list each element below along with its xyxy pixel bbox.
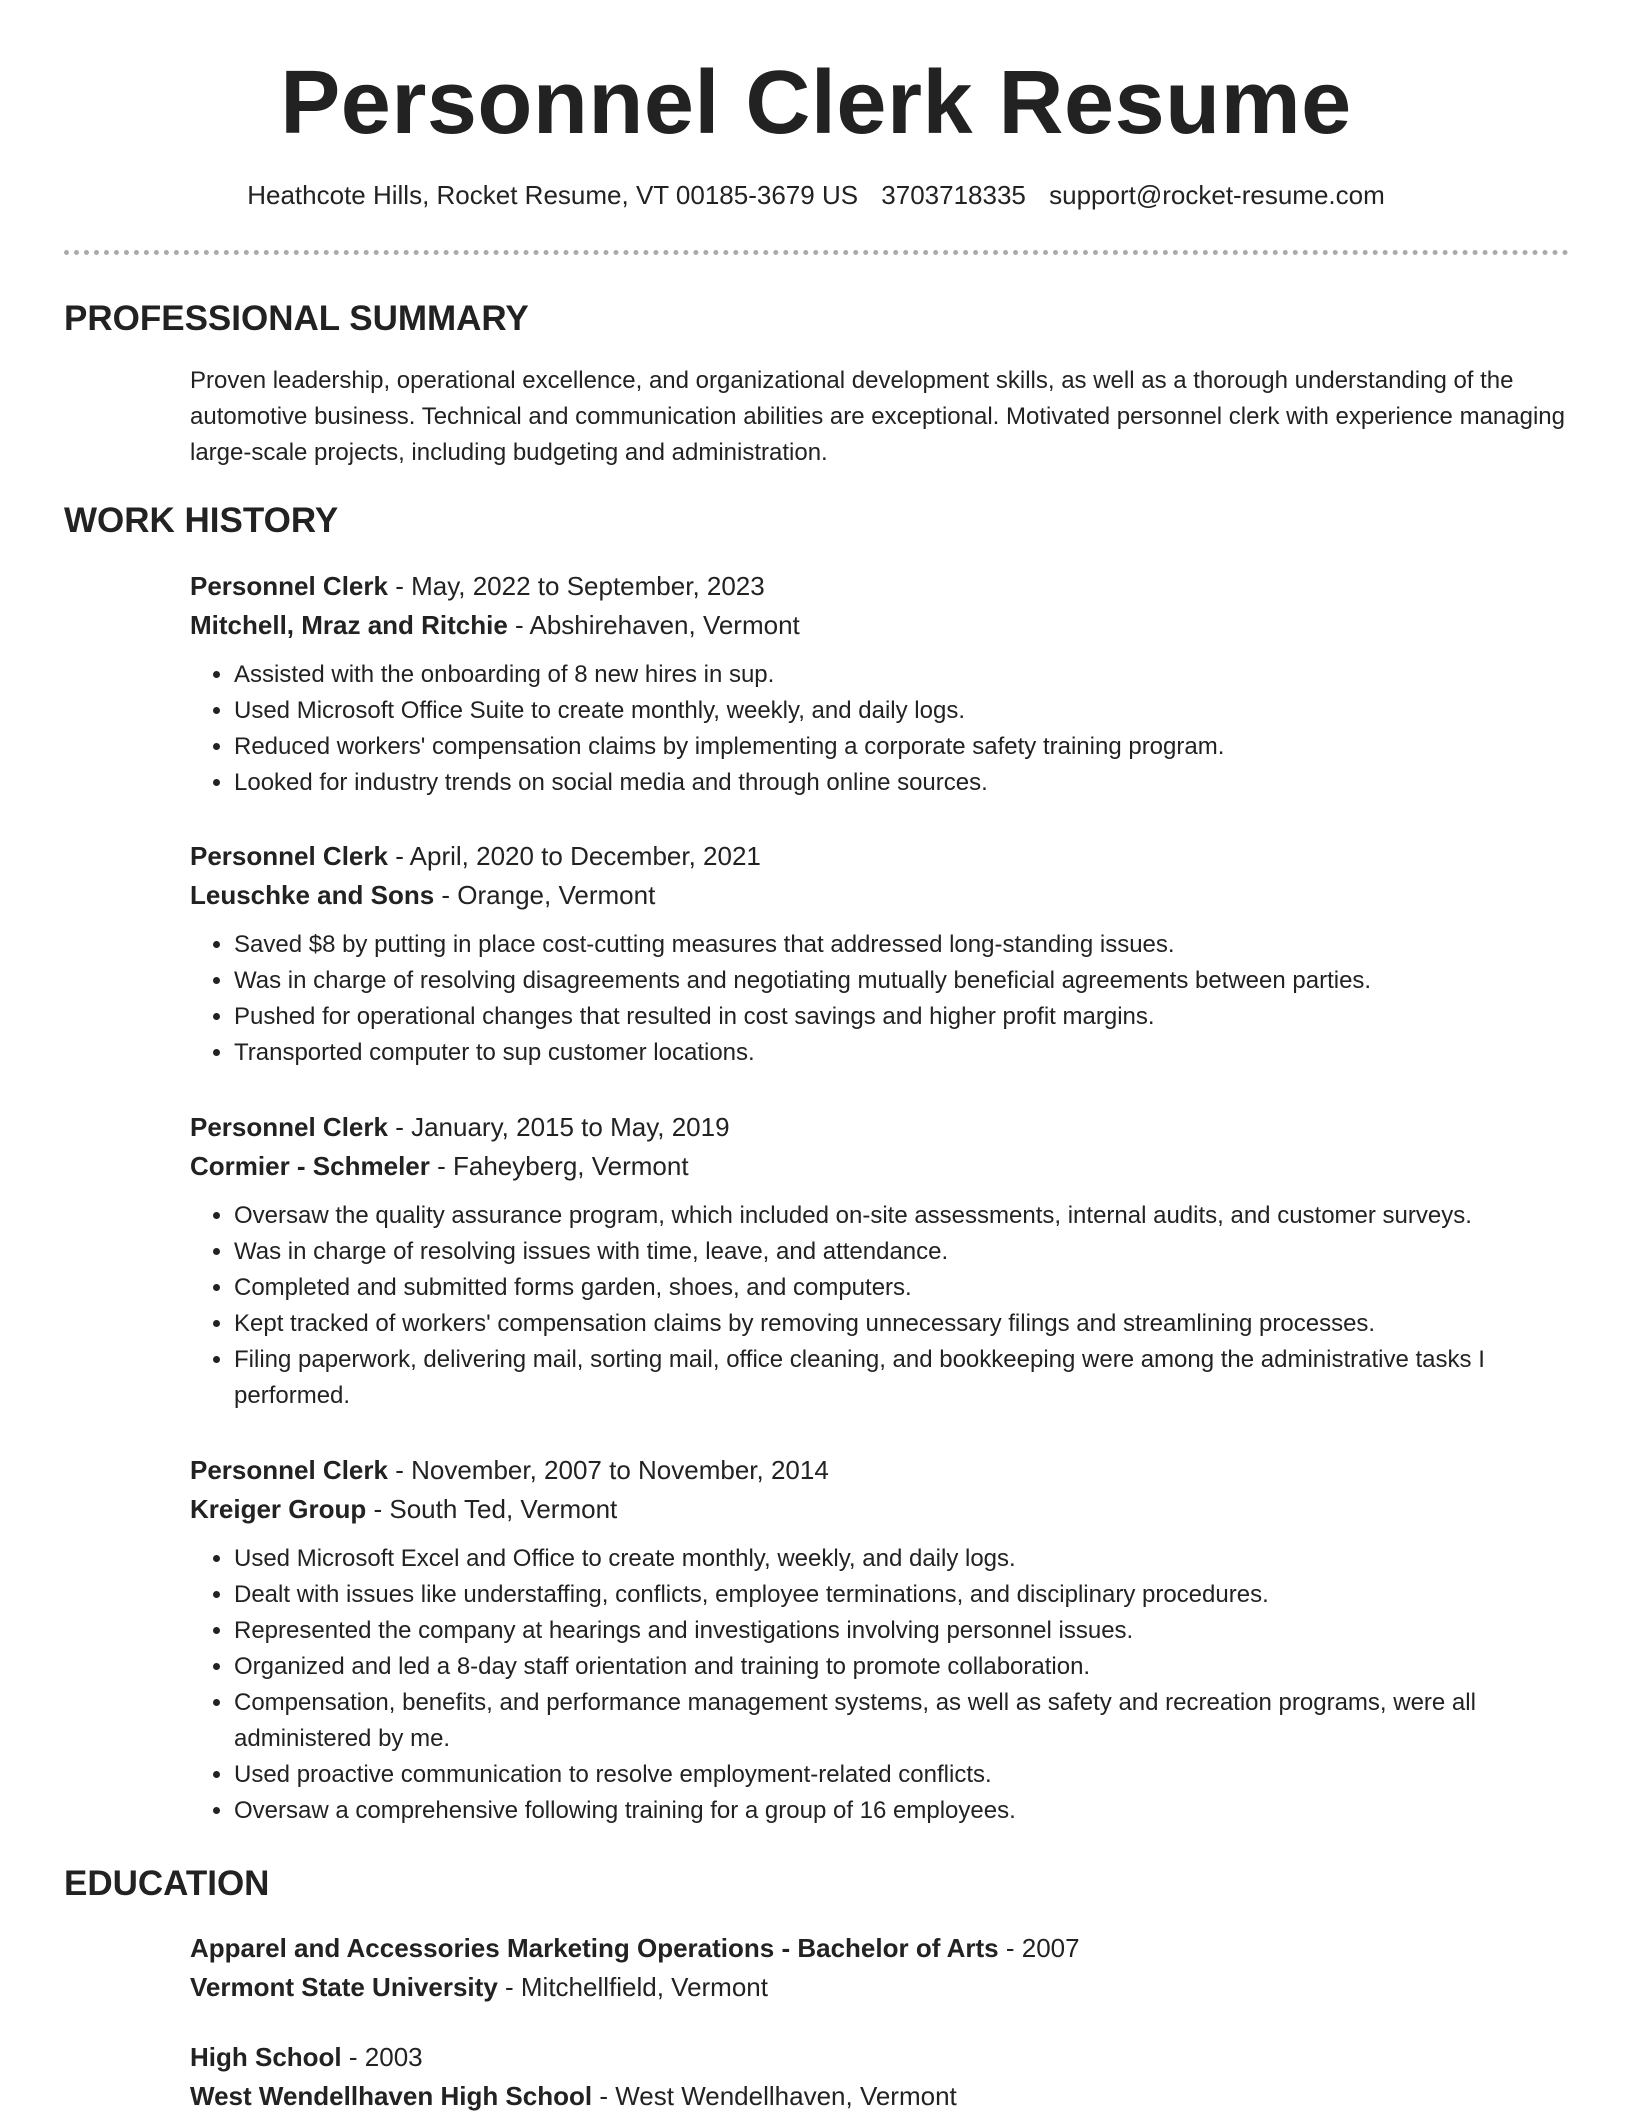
job-dates: - January, 2015 to May, 2019 [387, 1112, 730, 1142]
job-company-line [190, 1490, 1570, 1529]
job-title: Personnel Clerk [190, 1112, 388, 1142]
job-title: Personnel Clerk [190, 841, 388, 871]
job-bullet: • Reduced workers' compensation claims by implementing a corporate safety training program. [234, 729, 1570, 765]
job-bullet: • Kept tracked of workers' compensation claims by removing unnecessary filings and streamlining processes. [234, 1306, 1570, 1342]
job-company-line [190, 606, 1570, 645]
job-title-line [190, 567, 1570, 606]
job-title-line [190, 1108, 1570, 1147]
education-degree: High School [190, 2042, 342, 2072]
job-bullet: • Filing paperwork, delivering mail, sorting mail, office cleaning, and bookkeeping were among the administrative tasks I performed. [234, 1342, 1570, 1414]
job-bullet: • Completed and submitted forms garden, shoes, and computers. [234, 1270, 1570, 1306]
education-school: Vermont State University [190, 1972, 498, 2002]
job-entry [190, 567, 1570, 801]
education-degree-line [190, 2038, 1570, 2077]
job-bullet: • Represented the company at hearings and investigations involving personnel issues. [234, 1613, 1570, 1649]
job-title-line [190, 837, 1570, 876]
job-bullet: • Was in charge of resolving disagreements and negotiating mutually beneficial agreements between parties. [234, 963, 1570, 999]
job-bullet: • Used proactive communication to resolve employment-related conflicts. [234, 1757, 1570, 1793]
section-heading-summary: PROFESSIONAL SUMMARY [64, 299, 529, 338]
job-bullet: • Used Microsoft Excel and Office to create monthly, weekly, and daily logs. [234, 1541, 1570, 1577]
job-bullets [190, 657, 1570, 801]
job-title: Personnel Clerk [190, 1455, 388, 1485]
section-heading-work-history: WORK HISTORY [64, 501, 339, 540]
job-entry [190, 1108, 1570, 1414]
job-dates: - April, 2020 to December, 2021 [387, 841, 761, 871]
job-location: - South Ted, Vermont [366, 1494, 618, 1524]
education-school-line [190, 2077, 1570, 2116]
job-bullet: • Dealt with issues like understaffing, conflicts, employee terminations, and disciplinary procedures. [234, 1577, 1570, 1613]
job-bullets [190, 1198, 1570, 1414]
contact-email: support@rocket-resume.com [1049, 180, 1385, 210]
job-location: - Orange, Vermont [434, 880, 656, 910]
job-entry [190, 1451, 1570, 1829]
job-location: - Faheyberg, Vermont [429, 1151, 689, 1181]
job-title-line [190, 1451, 1570, 1490]
education-school-line [190, 1968, 1570, 2007]
education-year: - 2007 [998, 1933, 1080, 1963]
job-dates: - November, 2007 to November, 2014 [387, 1455, 829, 1485]
job-company-line [190, 876, 1570, 915]
job-entry [190, 837, 1570, 1071]
contact-address: Heathcote Hills, Rocket Resume, VT 00185-3679 US [247, 180, 859, 210]
education-entry [190, 1929, 1570, 2007]
section-heading-education: EDUCATION [64, 1864, 270, 1903]
job-bullets [190, 1541, 1570, 1829]
job-bullet: • Looked for industry trends on social media and through online sources. [234, 765, 1570, 801]
job-company: Kreiger Group [190, 1494, 367, 1524]
job-bullet: • Oversaw a comprehensive following training for a group of 16 employees. [234, 1793, 1570, 1829]
job-bullet: • Was in charge of resolving issues with time, leave, and attendance. [234, 1234, 1570, 1270]
education-entry [190, 2038, 1570, 2116]
job-location: - Abshirehaven, Vermont [507, 610, 800, 640]
education-degree-line [190, 1929, 1570, 1968]
job-company-line [190, 1147, 1570, 1186]
job-company: Cormier - Schmeler [190, 1151, 430, 1181]
education-location: - West Wendellhaven, Vermont [592, 2081, 957, 2111]
job-bullet: • Assisted with the onboarding of 8 new hires in sup. [234, 657, 1570, 693]
page-title: Personnel Clerk Resume [280, 53, 1352, 153]
job-bullet: • Transported computer to sup customer locations. [234, 1035, 1570, 1071]
job-bullets [190, 927, 1570, 1071]
job-title: Personnel Clerk [190, 571, 388, 601]
job-bullet: • Organized and led a 8-day staff orientation and training to promote collaboration. [234, 1649, 1570, 1685]
job-company: Mitchell, Mraz and Ritchie [190, 610, 508, 640]
contact-phone: 3703718335 [881, 180, 1026, 210]
education-location: - Mitchellfield, Vermont [497, 1972, 768, 2002]
job-bullet: • Oversaw the quality assurance program, which included on-site assessments, internal audits, and customer surveys. [234, 1198, 1570, 1234]
summary-block [190, 363, 1570, 471]
job-company: Leuschke and Sons [190, 880, 435, 910]
header-divider [64, 250, 1569, 255]
contact-line [0, 180, 1632, 211]
education-school: West Wendellhaven High School [190, 2081, 593, 2111]
job-dates: - May, 2022 to September, 2023 [387, 571, 765, 601]
education-year: - 2003 [341, 2042, 423, 2072]
summary-text: Proven leadership, operational excellence, and organizational development skills, as well as a thorough understanding of the automotive business. Technical and communication abilities are exceptional. Motivated personnel clerk with experience managing large-scale projects, including budgeting and administration. [190, 367, 1565, 466]
job-bullet: • Used Microsoft Office Suite to create monthly, weekly, and daily logs. [234, 693, 1570, 729]
job-bullet: • Saved $8 by putting in place cost-cutting measures that addressed long-standing issues. [234, 927, 1570, 963]
education-degree: Apparel and Accessories Marketing Operations - Bachelor of Arts [190, 1933, 999, 1963]
job-bullet: • Compensation, benefits, and performance management systems, as well as safety and recreation programs, were all administered by me. [234, 1685, 1570, 1757]
job-bullet: • Pushed for operational changes that resulted in cost savings and higher profit margins. [234, 999, 1570, 1035]
